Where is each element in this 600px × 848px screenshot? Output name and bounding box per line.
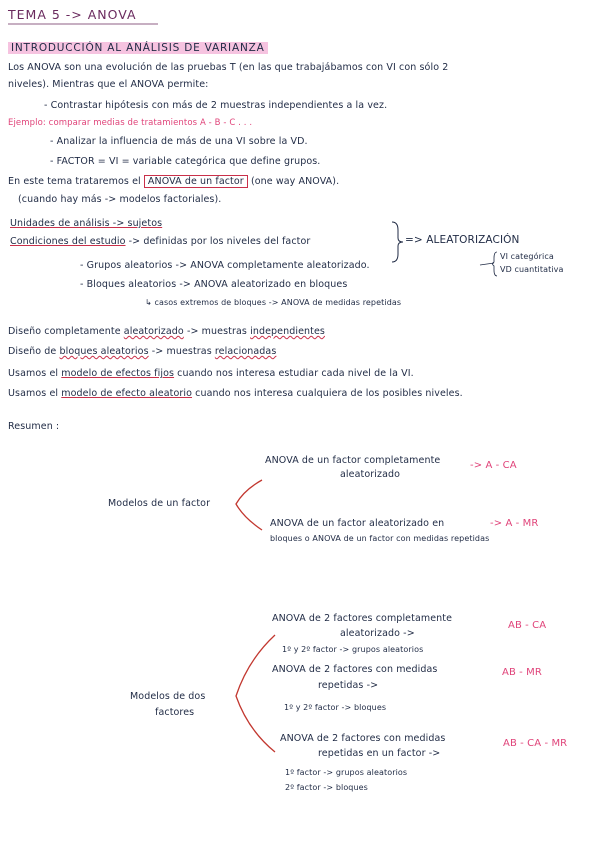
two-factor-branch-3: 2º factor -> bloques (285, 783, 368, 792)
text-line (8, 369, 414, 380)
aleatorizacion-brace (392, 222, 403, 262)
two-factor-branch-2: 1º y 2º factor -> bloques (284, 703, 387, 712)
two-factor-brace (236, 635, 275, 752)
text-line: - Analizar la influencia de más de una VI sobre la VD. (50, 136, 308, 147)
text-fragment: Usamos el (8, 388, 59, 399)
two-factor-branch-1: ANOVA de 2 factores completamente (272, 613, 453, 624)
text-fragment: Usamos el (8, 368, 59, 379)
two-factor-branch-1: 1º y 2º factor -> grupos aleatorios (282, 645, 424, 654)
text-line: - FACTOR = VI = variable categórica que define grupos. (50, 156, 321, 167)
two-factor-branch-1: aleatorizado -> (340, 628, 415, 639)
text-fragment: aleatorizado (123, 326, 184, 337)
one-factor-branch-1: aleatorizado (340, 469, 401, 480)
text-line: - Contrastar hipótesis con más de 2 muestras independientes a la vez. (44, 100, 388, 111)
text-fragment: -> definidas por los niveles del factor (128, 236, 311, 247)
text-line (10, 237, 310, 248)
intro-heading (8, 42, 268, 55)
aleatorizacion-label: => ALEATORIZACIÓN (405, 234, 520, 246)
one-factor-branch-2: bloques o ANOVA de un factor con medidas repetidas (270, 534, 490, 543)
text-fragment: cuando nos interesa cualquiera de los posibles niveles. (195, 388, 463, 399)
text-fragment: cuando nos interesa estudiar cada nivel de la VI. (177, 368, 414, 379)
resumen-heading: Resumen : (8, 421, 60, 432)
one-factor-branch-2: ANOVA de un factor aleatorizado en (270, 518, 445, 529)
page-title: TEMA 5 -> ANOVA (8, 7, 137, 22)
two-factor-branch-3: repetidas en un factor -> (318, 748, 441, 759)
one-factor-brace (236, 480, 262, 530)
text-line (8, 177, 339, 188)
text-fragment: -> muestras (186, 326, 247, 337)
text-fragment: En este tema trataremos el (8, 176, 141, 187)
text-fragment: -> muestras (151, 346, 212, 357)
text-fragment: Diseño de (8, 346, 57, 357)
text-line: (cuando hay más -> modelos factoriales). (18, 194, 222, 205)
two-factor-branch-3: 1º factor -> grupos aleatorios (285, 768, 408, 777)
anova-un-factor-box: ANOVA de un factor (144, 175, 248, 188)
two-factor-branch-2: repetidas -> (318, 680, 379, 691)
code-ab-ca: AB - CA (508, 620, 547, 631)
code-ab-mr: AB - MR (502, 667, 542, 678)
code-a-mr: -> A - MR (490, 518, 539, 529)
example-line: Ejemplo: comparar medias de tratamientos A - B - C . . . (8, 118, 253, 128)
text-fragment: (one way ANOVA). (250, 176, 340, 187)
text-fragment: Diseño completamente (8, 326, 121, 337)
text-line: Los ANOVA son una evolución de las pruebas T (en las que trabajábamos con VI con sólo 2 (8, 62, 449, 73)
text-fragment: bloques aleatorios (59, 346, 149, 357)
text-fragment: modelo de efectos fijos (61, 368, 175, 379)
vi-arrow (480, 263, 494, 265)
intro-heading-text: INTRODUCCIÓN AL ANÁLISIS DE VARIANZA (8, 42, 268, 54)
vd-label: VD cuantitativa (500, 265, 564, 274)
text-fragment: relacionadas (214, 346, 277, 357)
text-line: niveles). Mientras que el ANOVA permite: (8, 79, 209, 90)
two-factor-label: Modelos de dos (130, 691, 206, 702)
text-fragment: independientes (250, 326, 325, 337)
text-line: - Bloques aleatorios -> ANOVA aleatorizado en bloques (80, 279, 348, 290)
one-factor-label: Modelos de un factor (108, 498, 211, 509)
text-line: Unidades de análisis -> sujetos (10, 218, 163, 229)
two-factor-branch-2: ANOVA de 2 factores con medidas (272, 664, 438, 675)
one-factor-branch-1: ANOVA de un factor completamente (265, 455, 441, 466)
text-line (8, 347, 276, 358)
code-ab-ca-mr: AB - CA - MR (503, 738, 568, 749)
vi-vd-brace (493, 252, 498, 276)
text-line (8, 327, 325, 338)
text-line: ↳ casos extremos de bloques -> ANOVA de medidas repetidas (145, 298, 402, 307)
vi-label: VI categórica (500, 252, 554, 261)
two-factor-label: factores (155, 707, 195, 718)
text-fragment: modelo de efecto aleatorio (61, 388, 193, 399)
text-line: - Grupos aleatorios -> ANOVA completamente aleatorizado. (80, 260, 370, 271)
text-line (8, 389, 463, 400)
text-fragment: Condiciones del estudio (10, 236, 126, 247)
code-a-ca: -> A - CA (470, 460, 517, 471)
two-factor-branch-3: ANOVA de 2 factores con medidas (280, 733, 446, 744)
